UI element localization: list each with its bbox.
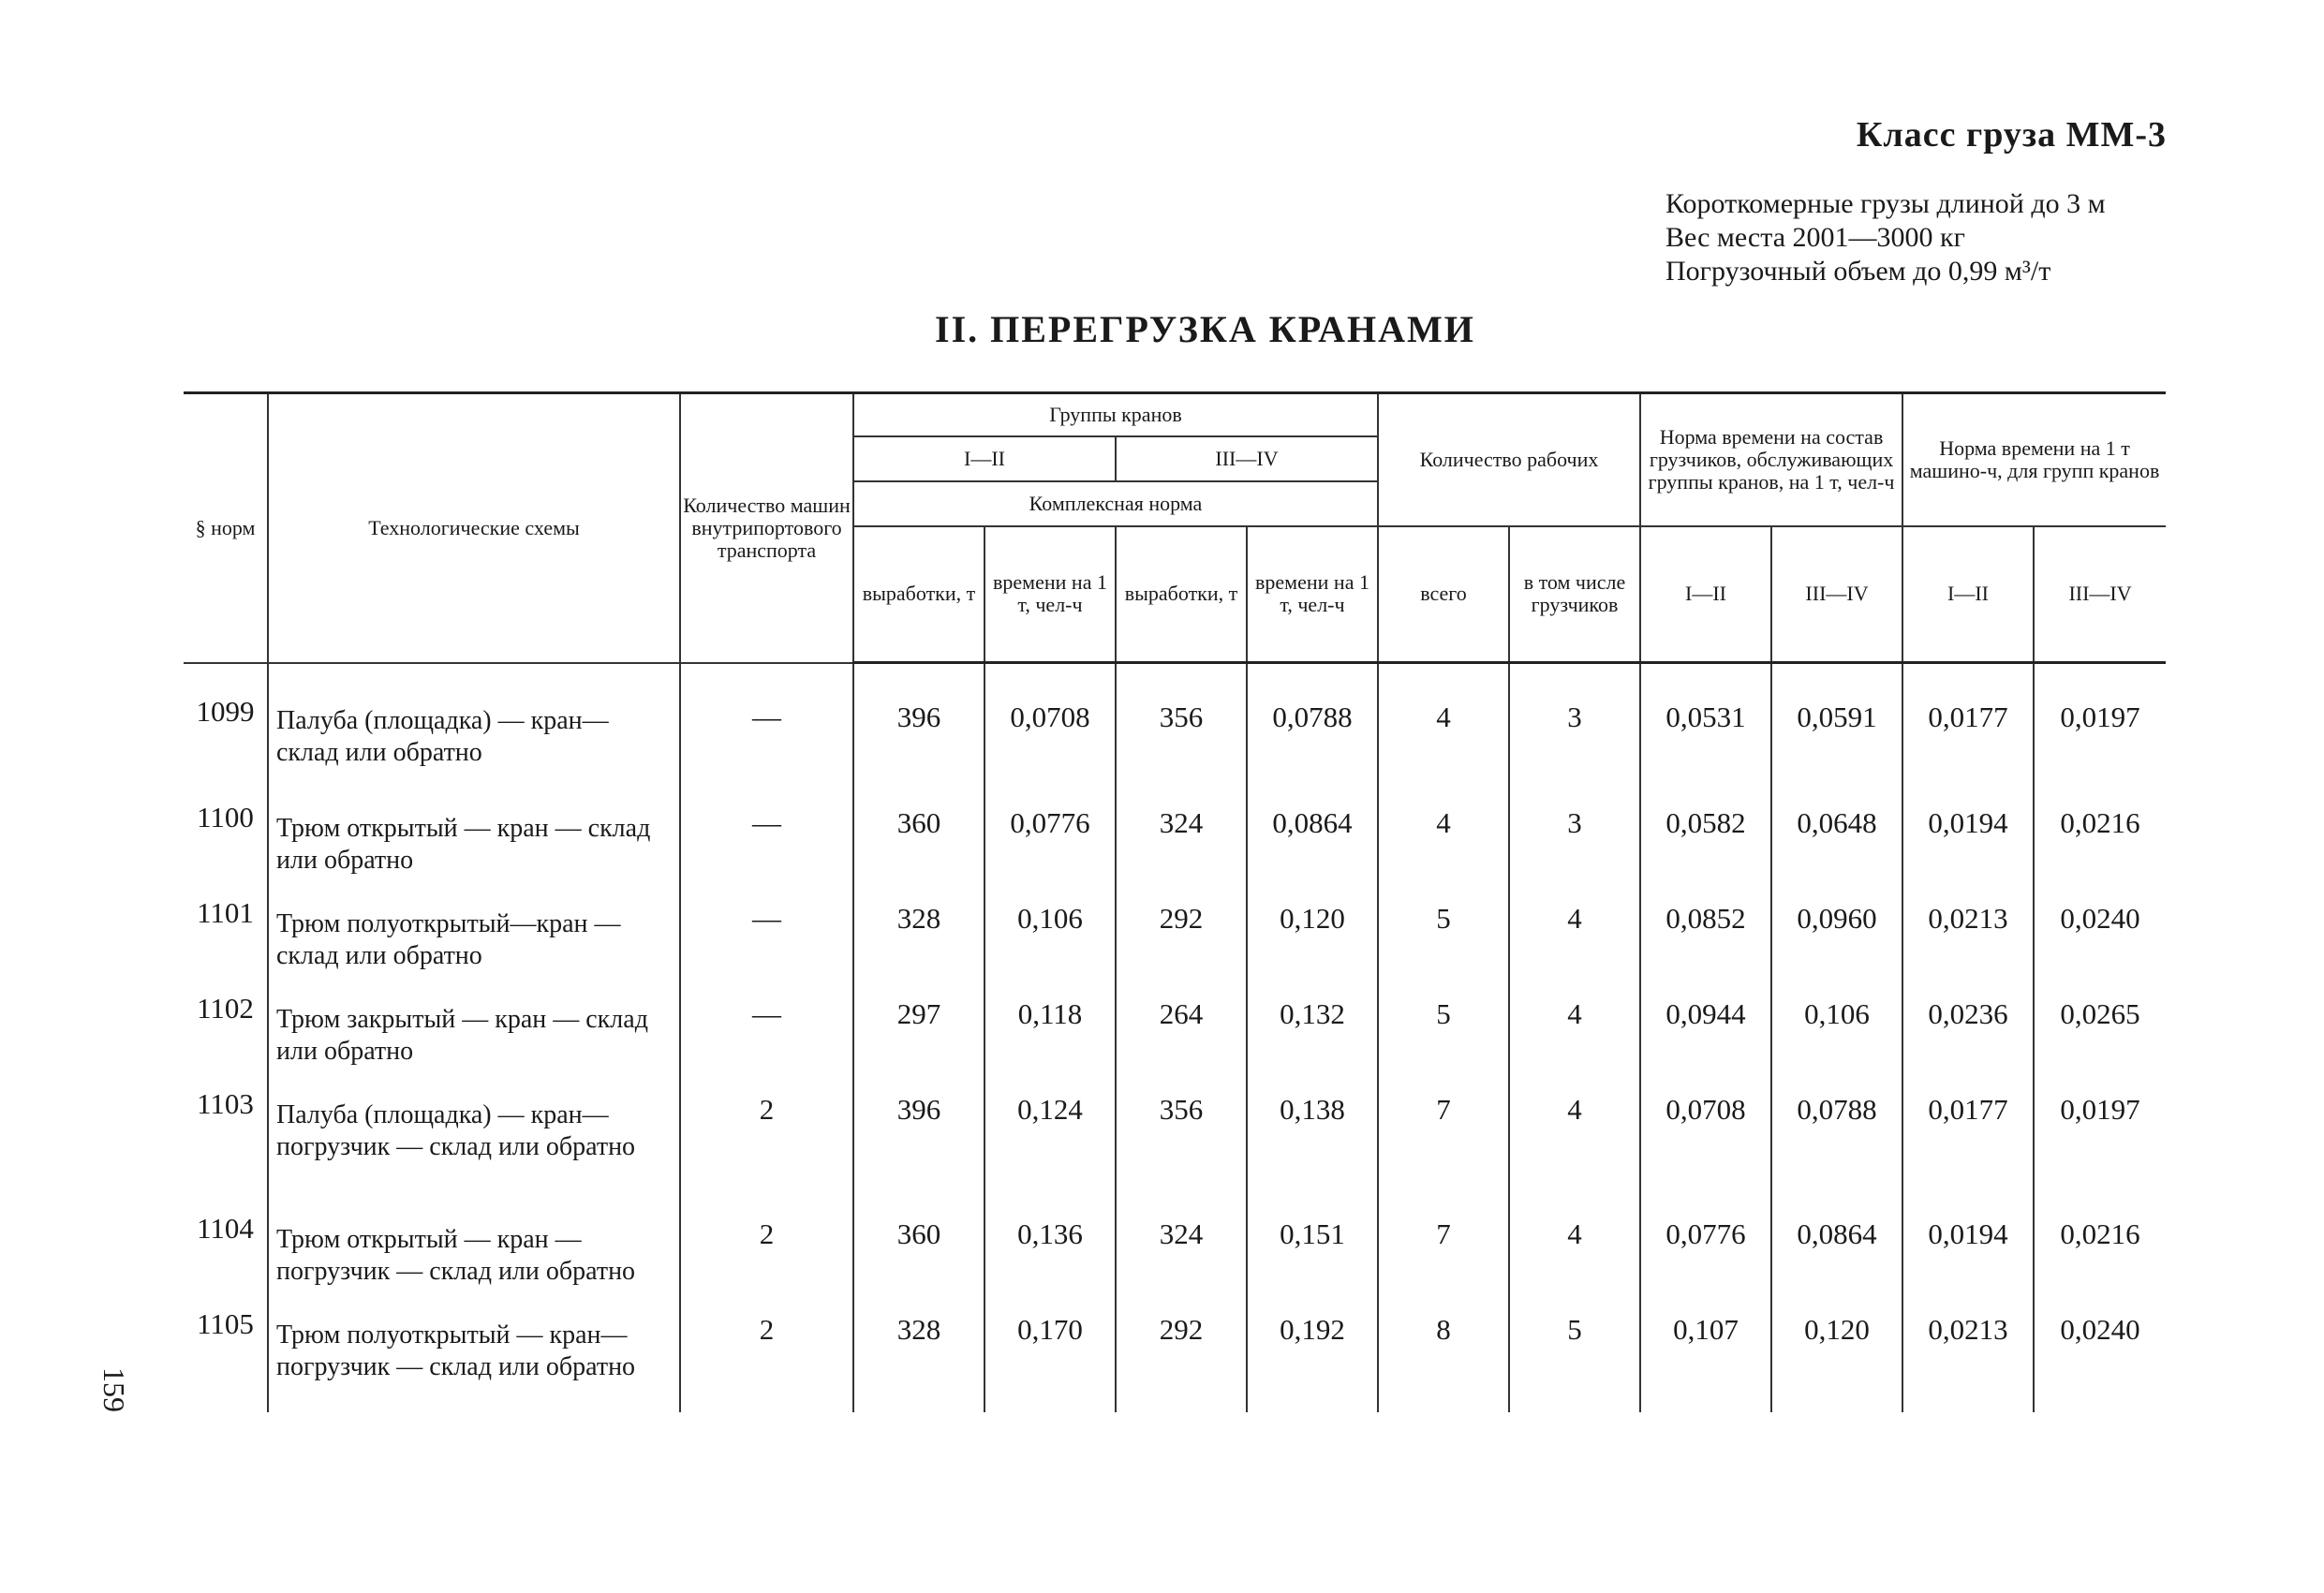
time-3-4: 0,0788 (1247, 663, 1378, 781)
header-loaders-group-1-2: I—II (1640, 526, 1771, 663)
workers-loaders: 4 (1509, 877, 1640, 972)
norms-table (184, 391, 2166, 1412)
workers-total: 5 (1378, 877, 1509, 972)
output-3-4: 292 (1116, 877, 1247, 972)
header-machines: Количество машин внутрипортового транспорта (680, 393, 853, 663)
machine-time-3-4: 0,0265 (2034, 972, 2166, 1068)
cargo-desc-length: Короткомерные грузы длиной до 3 м (1665, 188, 2106, 219)
header-loaders-group-3-4: III—IV (1771, 526, 1902, 663)
machines-count: — (680, 781, 853, 877)
header-workers-loaders: в том числе грузчиков (1509, 526, 1640, 663)
header-schemes: Технологические схемы (268, 393, 680, 663)
loaders-time-1-2: 0,107 (1640, 1288, 1771, 1412)
table-row (184, 781, 2166, 877)
workers-total: 4 (1378, 781, 1509, 877)
output-1-2: 297 (853, 972, 984, 1068)
output-3-4: 356 (1116, 663, 1247, 781)
time-1-2: 0,0776 (984, 781, 1116, 877)
machine-time-3-4: 0,0197 (2034, 1068, 2166, 1192)
header-workers: Количество рабочих (1378, 393, 1640, 526)
time-3-4: 0,132 (1247, 972, 1378, 1068)
scheme-text: Палуба (площадка) — кран— погрузчик — склад или обратно (268, 1068, 680, 1192)
norms-table-container (184, 391, 2166, 1412)
output-1-2: 396 (853, 663, 984, 781)
machines-count: — (680, 877, 853, 972)
norm-number: 1100 (197, 800, 254, 833)
norm-number: 1105 (197, 1306, 254, 1340)
norm-number: 1101 (197, 895, 254, 929)
time-3-4: 0,192 (1247, 1288, 1378, 1412)
workers-total: 8 (1378, 1288, 1509, 1412)
scheme-text: Трюм открытый — кран — погрузчик — склад или обратно (268, 1192, 680, 1288)
output-1-2: 328 (853, 877, 984, 972)
machine-time-1-2: 0,0213 (1902, 877, 2034, 972)
cargo-description (1665, 187, 2190, 288)
workers-loaders: 5 (1509, 1288, 1640, 1412)
machine-time-1-2: 0,0236 (1902, 972, 2034, 1068)
loaders-time-3-4: 0,0648 (1771, 781, 1902, 877)
output-1-2: 328 (853, 1288, 984, 1412)
workers-total: 7 (1378, 1192, 1509, 1288)
output-3-4: 356 (1116, 1068, 1247, 1192)
scheme-text: Трюм полуоткрытый—кран — склад или обратно (268, 877, 680, 972)
loaders-time-3-4: 0,0960 (1771, 877, 1902, 972)
machines-count: 2 (680, 1192, 853, 1288)
workers-total: 7 (1378, 1068, 1509, 1192)
loaders-time-1-2: 0,0582 (1640, 781, 1771, 877)
norm-number: 1102 (197, 991, 254, 1025)
machine-time-3-4: 0,0197 (2034, 663, 2166, 781)
scheme-text: Трюм полуоткрытый — кран— погрузчик — склад или обратно (268, 1288, 680, 1412)
time-3-4: 0,0864 (1247, 781, 1378, 877)
cargo-class-title: Класс груза ММ-3 (1856, 115, 2167, 155)
table-row (184, 1068, 2166, 1192)
header-output-3-4: выработки, т (1116, 526, 1247, 663)
output-3-4: 292 (1116, 1288, 1247, 1412)
header-machine-group-3-4: III—IV (2034, 526, 2166, 663)
time-1-2: 0,136 (984, 1192, 1116, 1288)
output-1-2: 360 (853, 781, 984, 877)
loaders-time-3-4: 0,0788 (1771, 1068, 1902, 1192)
output-3-4: 324 (1116, 781, 1247, 877)
machine-time-3-4: 0,0240 (2034, 1288, 2166, 1412)
norm-number: 1099 (196, 694, 255, 728)
machines-count: 2 (680, 1068, 853, 1192)
loaders-time-1-2: 0,0531 (1640, 663, 1771, 781)
machine-time-1-2: 0,0194 (1902, 781, 2034, 877)
machine-time-1-2: 0,0177 (1902, 663, 2034, 781)
loaders-time-3-4: 0,120 (1771, 1288, 1902, 1412)
time-1-2: 0,0708 (984, 663, 1116, 781)
header-time-1-2: времени на 1 т, чел-ч (984, 526, 1116, 663)
header-group-1-2: I—II (853, 436, 1116, 481)
machine-time-1-2: 0,0177 (1902, 1068, 2034, 1192)
scheme-text: Трюм закрытый — кран — склад или обратно (268, 972, 680, 1068)
header-time-3-4: времени на 1 т, чел-ч (1247, 526, 1378, 663)
loaders-time-1-2: 0,0708 (1640, 1068, 1771, 1192)
scheme-text: Палуба (площадка) — кран— склад или обратно (268, 663, 680, 781)
scheme-text: Трюм открытый — кран — склад или обратно (268, 781, 680, 877)
output-3-4: 264 (1116, 972, 1247, 1068)
machines-count: — (680, 972, 853, 1068)
loaders-time-1-2: 0,0776 (1640, 1192, 1771, 1288)
cargo-desc-weight: Вес места 2001—3000 кг (1665, 222, 1965, 253)
loaders-time-3-4: 0,0591 (1771, 663, 1902, 781)
time-1-2: 0,124 (984, 1068, 1116, 1192)
workers-loaders: 4 (1509, 1068, 1640, 1192)
machines-count: — (680, 663, 853, 781)
machine-time-3-4: 0,0240 (2034, 877, 2166, 972)
output-1-2: 396 (853, 1068, 984, 1192)
workers-loaders: 4 (1509, 972, 1640, 1068)
header-machine-group-1-2: I—II (1902, 526, 2034, 663)
time-3-4: 0,120 (1247, 877, 1378, 972)
table-row (184, 1288, 2166, 1412)
time-1-2: 0,106 (984, 877, 1116, 972)
workers-loaders: 3 (1509, 663, 1640, 781)
machine-time-3-4: 0,0216 (2034, 1192, 2166, 1288)
workers-total: 4 (1378, 663, 1509, 781)
loaders-time-1-2: 0,0944 (1640, 972, 1771, 1068)
machine-time-1-2: 0,0194 (1902, 1192, 2034, 1288)
machine-time-1-2: 0,0213 (1902, 1288, 2034, 1412)
header-complex-norm: Комплексная норма (853, 481, 1378, 526)
output-3-4: 324 (1116, 1192, 1247, 1288)
output-1-2: 360 (853, 1192, 984, 1288)
table-row (184, 1192, 2166, 1288)
loaders-time-3-4: 0,0864 (1771, 1192, 1902, 1288)
time-3-4: 0,138 (1247, 1068, 1378, 1192)
header-time-norm-machine: Норма времени на 1 т машино-ч, для групп кранов (1902, 393, 2166, 526)
section-title: II. ПЕРЕГРУЗКА КРАНАМИ (935, 308, 1475, 350)
time-1-2: 0,118 (984, 972, 1116, 1068)
norm-number: 1103 (197, 1086, 254, 1120)
header-crane-groups: Группы кранов (853, 393, 1378, 436)
header-time-norm-loaders: Норма времени на состав грузчиков, обслуживающих группы кранов, на 1 т, чел-ч (1640, 393, 1902, 526)
table-row (184, 663, 2166, 781)
table-row (184, 972, 2166, 1068)
header-norm: § норм (184, 393, 268, 663)
workers-loaders: 4 (1509, 1192, 1640, 1288)
machines-count: 2 (680, 1288, 853, 1412)
time-3-4: 0,151 (1247, 1192, 1378, 1288)
workers-loaders: 3 (1509, 781, 1640, 877)
norm-number: 1104 (197, 1211, 254, 1245)
loaders-time-1-2: 0,0852 (1640, 877, 1771, 972)
table-row (184, 877, 2166, 972)
header-output-1-2: выработки, т (853, 526, 984, 663)
workers-total: 5 (1378, 972, 1509, 1068)
machine-time-3-4: 0,0216 (2034, 781, 2166, 877)
loaders-time-3-4: 0,106 (1771, 972, 1902, 1068)
cargo-desc-volume: Погрузочный объем до 0,99 м³/т (1665, 256, 2051, 287)
time-1-2: 0,170 (984, 1288, 1116, 1412)
header-workers-total: всего (1378, 526, 1509, 663)
page-number: 159 (97, 1367, 131, 1412)
header-group-3-4: III—IV (1116, 436, 1378, 481)
